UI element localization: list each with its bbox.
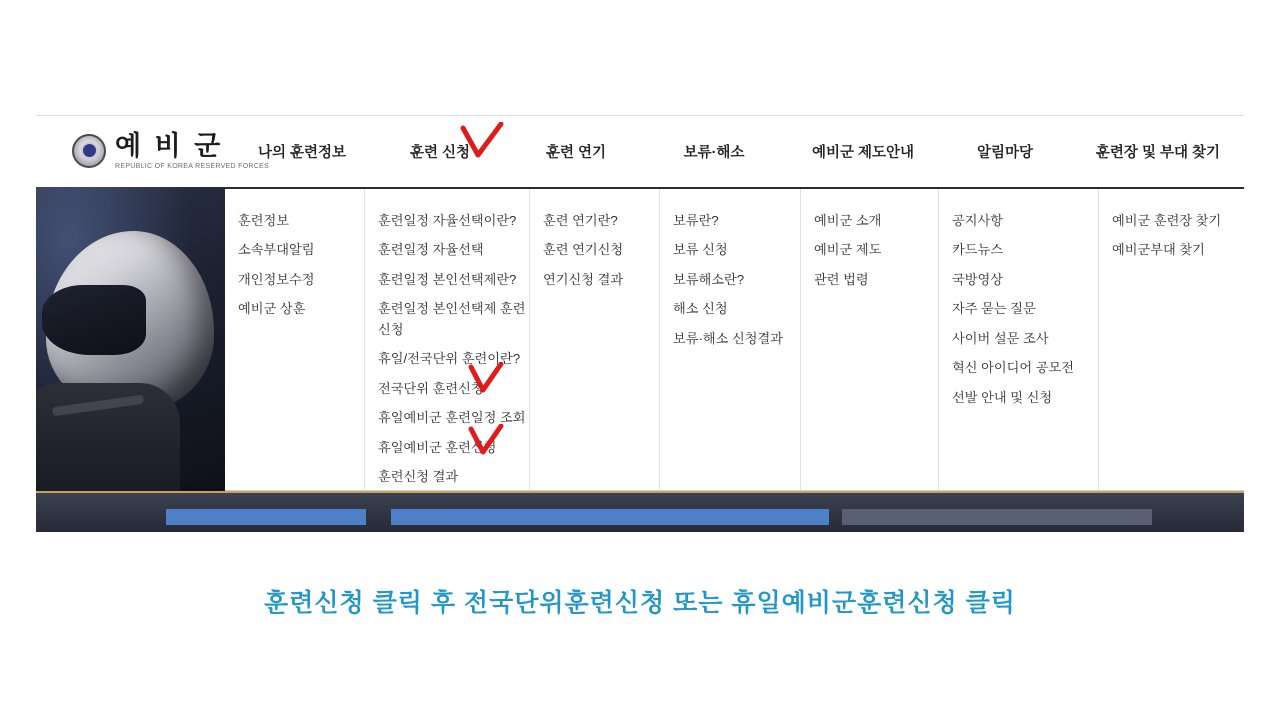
menu-item-cyber-survey[interactable]: 사이버 설문 조사 bbox=[952, 330, 1049, 346]
menu-item-apply-result[interactable]: 훈련신청 결과 bbox=[378, 469, 459, 485]
nav-item-training-postpone[interactable]: 훈련 연기 bbox=[545, 144, 607, 161]
instruction-caption: 훈련신청 클릭 후 전국단위훈련신청 또는 휴일예비군훈련신청 클릭 bbox=[264, 589, 1016, 617]
main-navigation bbox=[232, 116, 1248, 186]
menu-item-intro[interactable]: 예비군 소개 bbox=[814, 213, 882, 228]
menu-item-card-news[interactable]: 카드뉴스 bbox=[952, 242, 1003, 258]
menu-item-notices[interactable]: 공지사항 bbox=[952, 213, 1003, 228]
menu-item-postpone-about[interactable]: 훈련 연기란? bbox=[543, 213, 618, 228]
mega-menu-column-find-site bbox=[1099, 189, 1244, 490]
mega-menu-column-system-guide bbox=[801, 189, 939, 490]
banner-gold-line bbox=[36, 491, 1244, 493]
menu-item-national-training-apply[interactable]: 전국단위 훈련신청 bbox=[378, 380, 484, 396]
menu-item-hold-about[interactable]: 보류란? bbox=[673, 213, 719, 228]
menu-item-idea-contest[interactable]: 혁신 아이디어 공모전 bbox=[952, 360, 1074, 376]
menu-item-find-training-ground[interactable]: 예비군 훈련장 찾기 bbox=[1112, 213, 1222, 228]
brand-title: 예 비 군 bbox=[115, 130, 224, 161]
banner-block bbox=[842, 509, 1152, 525]
menu-item-hold-apply[interactable]: 보류 신청 bbox=[673, 242, 728, 258]
menu-item-faq[interactable]: 자주 묻는 질문 bbox=[952, 301, 1036, 317]
national-emblem-icon bbox=[72, 134, 106, 168]
menu-item-unit-notice[interactable]: 소속부대알림 bbox=[238, 242, 315, 258]
mega-menu-column-training-apply bbox=[365, 189, 530, 490]
banner-block bbox=[166, 509, 366, 525]
mega-menu-column-hold-release bbox=[660, 189, 801, 490]
mega-menu-panel bbox=[225, 187, 1244, 491]
nav-item-training-apply[interactable]: 훈련 신청 bbox=[409, 144, 471, 161]
menu-item-selfselect-apply[interactable]: 훈련일정 본인선택제 훈련신청 bbox=[378, 301, 526, 337]
mega-menu-column-postpone bbox=[530, 189, 660, 490]
menu-item-holiday-training-apply[interactable]: 휴일예비군 훈련신청 bbox=[378, 439, 497, 455]
nav-item-hold-release[interactable]: 보류·해소 bbox=[683, 144, 745, 161]
menu-item-find-unit[interactable]: 예비군부대 찾기 bbox=[1112, 242, 1205, 258]
menu-item-holiday-schedule-lookup[interactable]: 휴일예비군 훈련일정 조회 bbox=[378, 410, 526, 426]
nav-item-find-training-site[interactable]: 훈련장 및 부대 찾기 bbox=[1095, 144, 1221, 161]
page-banner-strip bbox=[36, 491, 1244, 532]
nav-item-my-training-info[interactable]: 나의 훈련정보 bbox=[257, 144, 347, 161]
menu-item-postpone-apply[interactable]: 훈련 연기신청 bbox=[543, 242, 624, 258]
reserve-forces-helmet-photo bbox=[36, 187, 225, 491]
banner-block bbox=[391, 509, 621, 525]
menu-item-defense-video[interactable]: 국방영상 bbox=[952, 271, 1003, 287]
menu-item-release-apply[interactable]: 해소 신청 bbox=[673, 301, 728, 317]
menu-item-selfselect-about[interactable]: 훈련일정 본인선택제란? bbox=[378, 271, 517, 287]
menu-item-edit-personal-info[interactable]: 개인정보수정 bbox=[238, 271, 315, 287]
mega-menu-column-my-training-info bbox=[225, 189, 365, 490]
mega-menu-column-notice-board bbox=[939, 189, 1099, 490]
menu-item-autoselect-about[interactable]: 훈련일정 자율선택이란? bbox=[378, 213, 517, 228]
menu-item-system[interactable]: 예비군 제도 bbox=[814, 242, 882, 258]
menu-item-laws[interactable]: 관련 법령 bbox=[814, 271, 869, 287]
menu-item-holiday-national-about[interactable]: 휴일/전국단위 훈련이란? bbox=[378, 351, 521, 367]
banner-block bbox=[616, 509, 829, 525]
menu-item-release-about[interactable]: 보류해소란? bbox=[673, 271, 745, 287]
menu-item-postpone-result[interactable]: 연기신청 결과 bbox=[543, 271, 624, 287]
menu-item-autoselect-apply[interactable]: 훈련일정 자율선택 bbox=[378, 242, 484, 258]
site-header bbox=[36, 116, 1244, 186]
menu-item-selection-guide[interactable]: 선발 안내 및 신청 bbox=[952, 389, 1053, 405]
menu-item-training-info[interactable]: 훈련정보 bbox=[238, 213, 289, 228]
nav-item-system-guide[interactable]: 예비군 제도안내 bbox=[811, 144, 915, 161]
nav-item-notice-board[interactable]: 알림마당 bbox=[976, 144, 1034, 161]
menu-item-hold-release-result[interactable]: 보류·해소 신청결과 bbox=[673, 330, 783, 346]
photo-helmet-visor bbox=[42, 285, 146, 355]
brand-subtitle: REPUBLIC OF KOREA RESERVED FORCES bbox=[115, 162, 270, 170]
menu-item-awards[interactable]: 예비군 상훈 bbox=[238, 301, 306, 317]
site-logo[interactable] bbox=[36, 130, 270, 170]
